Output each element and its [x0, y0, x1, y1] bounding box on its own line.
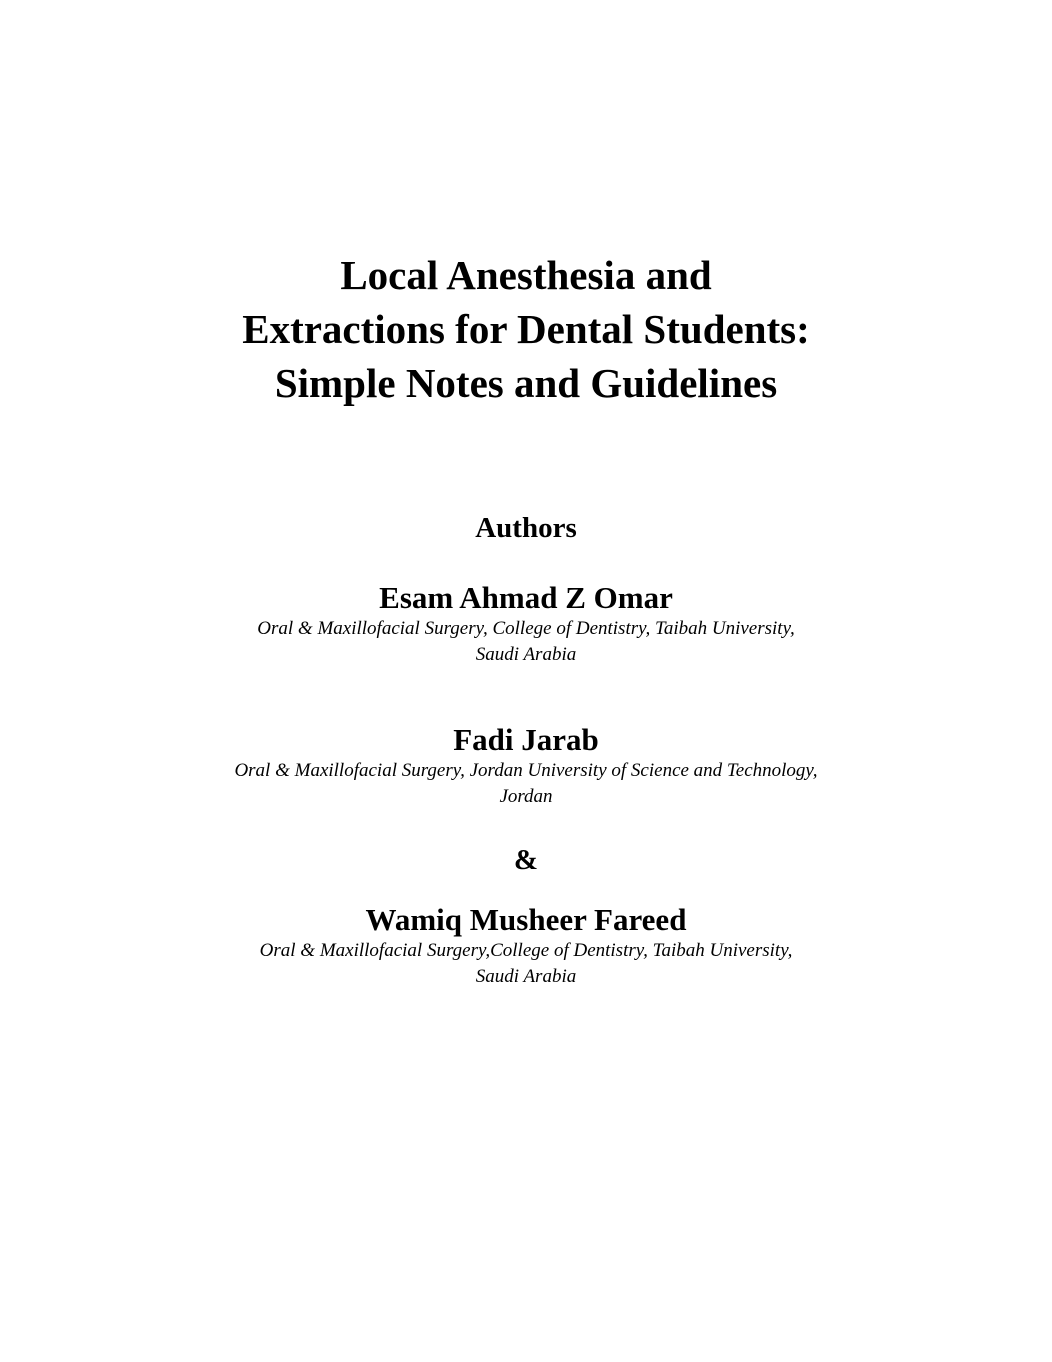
- affiliation-line-1: Oral & Maxillofacial Surgery, College of Dentistry, Taibah University,: [257, 618, 795, 639]
- author-name: Wamiq Musheer Fareed: [365, 902, 687, 937]
- authors-heading: Authors: [475, 512, 577, 544]
- affiliation-line-2: Jordan: [499, 786, 553, 807]
- author-name: Esam Ahmad Z Omar: [379, 580, 673, 615]
- title-line-2: Extractions for Dental Students:: [242, 306, 810, 352]
- affiliation-line-1: Oral & Maxillofacial Surgery, Jordan University of Science and Technology,: [234, 760, 818, 781]
- book-title: [0, 248, 1052, 410]
- author-affiliation: [0, 758, 1052, 810]
- affiliation-line-2: Saudi Arabia: [475, 644, 577, 665]
- title-line-3: Simple Notes and Guidelines: [274, 360, 778, 406]
- author-block-1: [0, 580, 1052, 668]
- author-affiliation: [0, 938, 1052, 990]
- author-name: Fadi Jarab: [453, 722, 599, 757]
- affiliation-line-1: Oral & Maxillofacial Surgery,College of Dentistry, Taibah University,: [259, 940, 793, 961]
- title-line-1: Local Anesthesia and: [340, 252, 712, 298]
- author-block-2: [0, 722, 1052, 810]
- affiliation-line-2: Saudi Arabia: [475, 966, 577, 987]
- author-affiliation: [0, 616, 1052, 668]
- ampersand-separator: &: [513, 844, 539, 876]
- author-block-3: [0, 902, 1052, 990]
